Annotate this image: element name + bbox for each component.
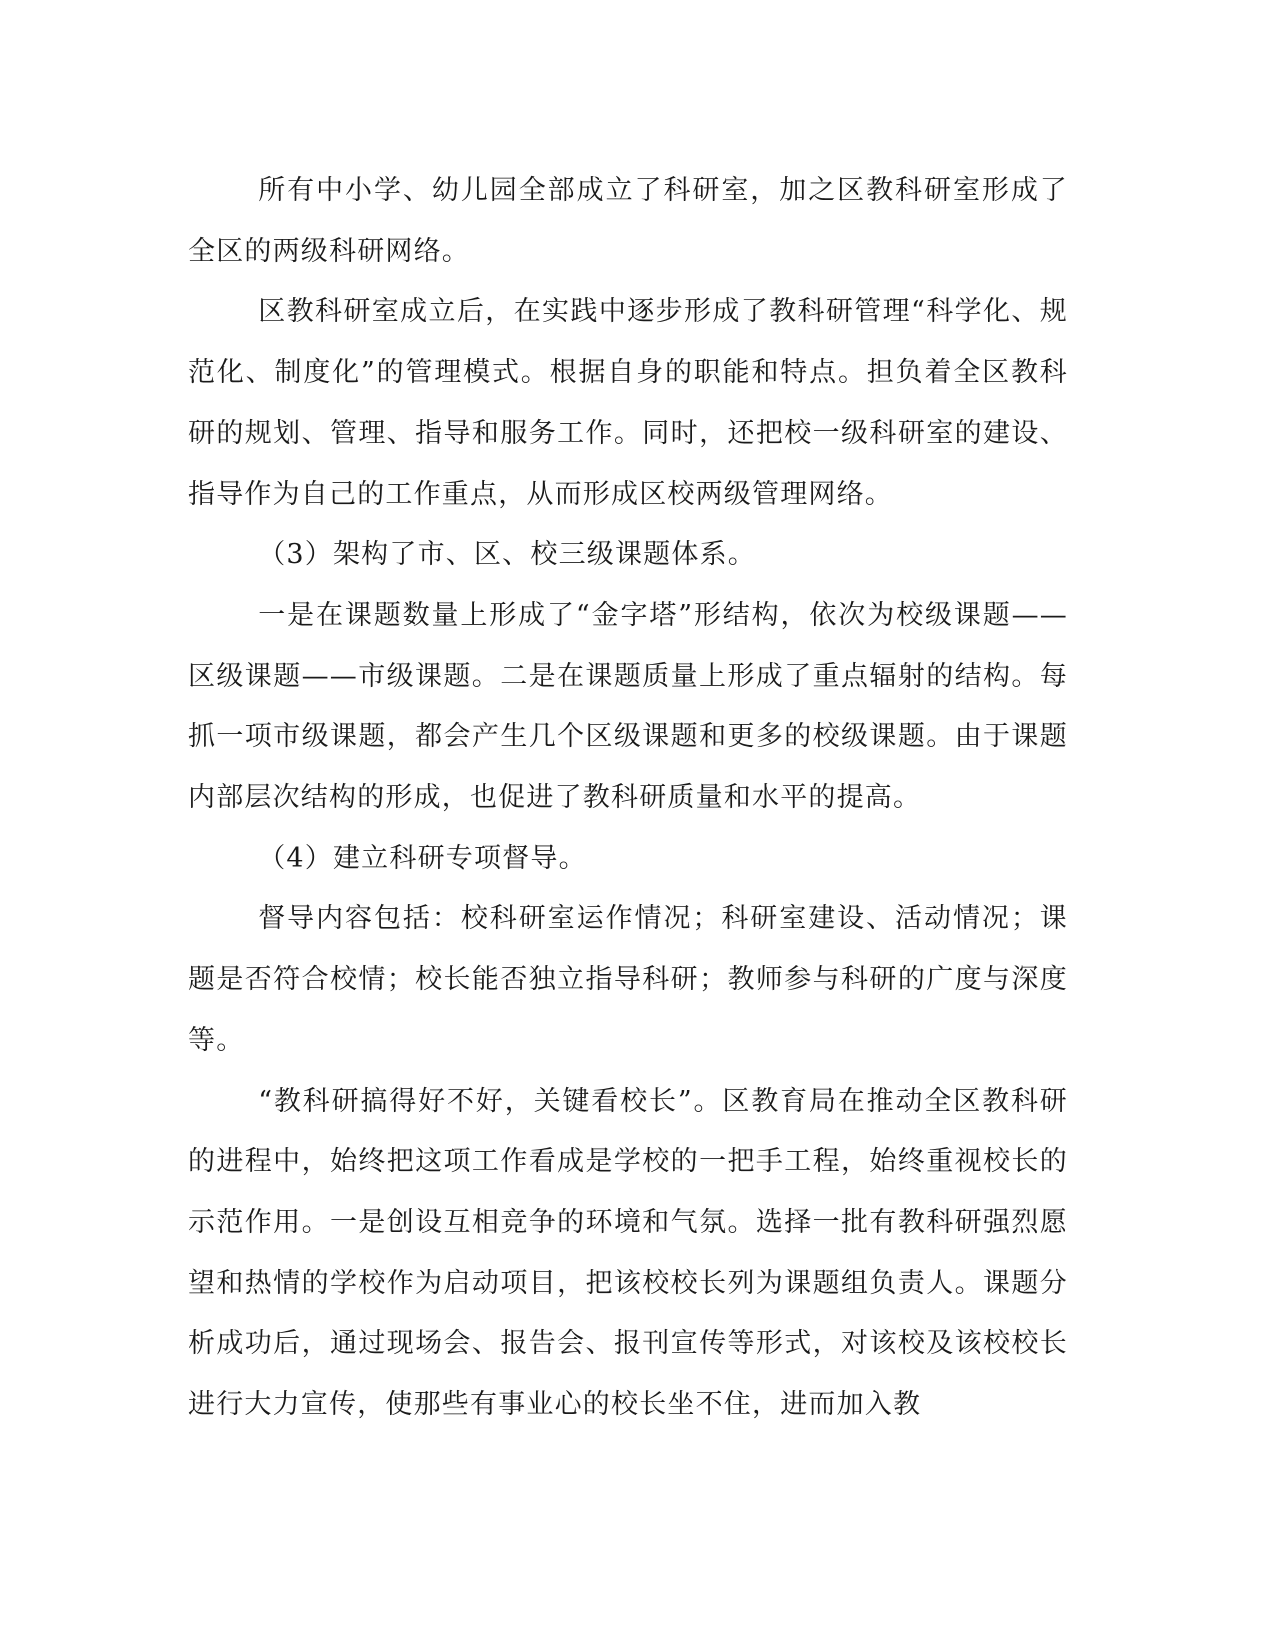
- paragraph-supervision-content: 督导内容包括：校科研室运作情况；科研室建设、活动情况；课题是否符合校情；校长能否独立指导科研；教师参与科研的广度与深度等。: [188, 903, 1068, 1056]
- paragraph-heading-three-level-topics: （3）架构了市、区、校三级课题体系。: [258, 539, 756, 571]
- paragraph-research-network: 所有中小学、幼儿园全部成立了科研室，加之区教科研室形成了全区的两级科研网络。: [188, 175, 1068, 267]
- paragraph-pyramid-structure: 一是在课题数量上形成了“金字塔”形结构，依次为校级课题——区级课题——市级课题。二是在课题质量上形成了重点辐射的结构。每抓一项市级课题，都会产生几个区级课题和更多的校级课题。由于课题内部层次结构的形成，也促进了教科研质量和水平的提高。: [188, 599, 1068, 814]
- document-body: [188, 161, 1068, 1436]
- paragraph-heading-supervision: （4）建立科研专项督导。: [258, 842, 587, 874]
- paragraph-management-model: 区教科研室成立后，在实践中逐步形成了教科研管理“科学化、规范化、制度化”的管理模式。根据自身的职能和特点。担负着全区教科研的规划、管理、指导和服务工作。同时，还把校一级科研室的建设、指导作为自己的工作重点，从而形成区校两级管理网络。: [188, 296, 1068, 510]
- paragraph-principal-role: “教科研搞得好不好，关键看校长”。区教育局在推动全区教科研的进程中，始终把这项工作看成是学校的一把手工程，始终重视校长的示范作用。一是创设互相竞争的环境和气氛。选择一批有教科研强烈愿望和热情的学校作为启动项目，把该校校长列为课题组负责人。课题分析成功后，通过现场会、报告会、报刊宣传等形式，对该校及该校校长进行大力宣传，使那些有事业心的校长坐不住，进而加入教: [188, 1085, 1068, 1421]
